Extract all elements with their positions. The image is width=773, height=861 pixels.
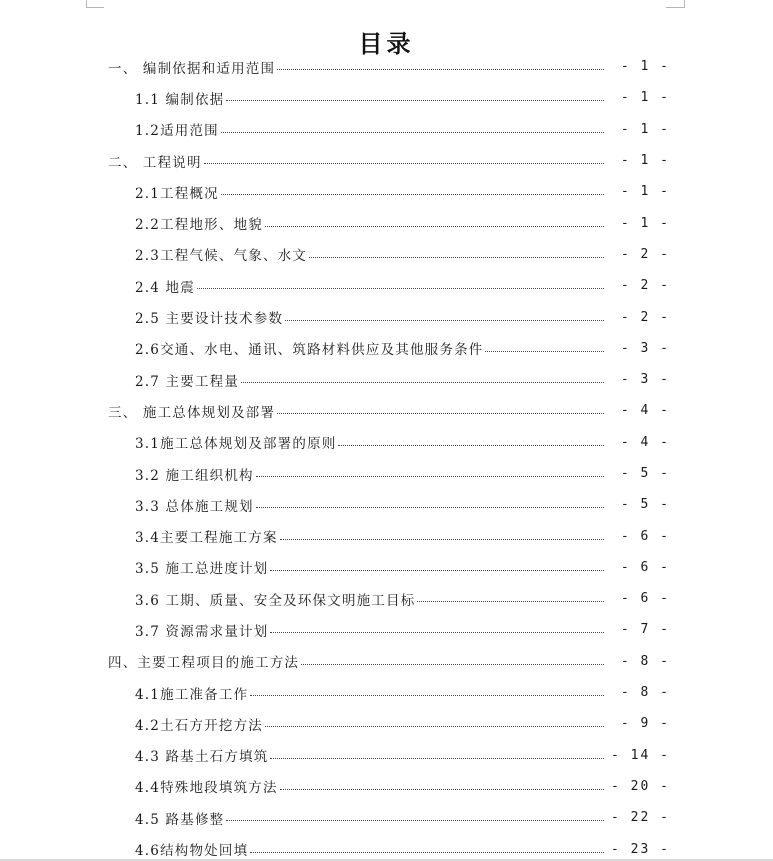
toc-dot-leader xyxy=(280,789,604,790)
toc-entry-text: 三、 施工总体规划及部署 xyxy=(108,404,276,421)
toc-page-number: - 1 - xyxy=(620,184,670,200)
toc-entry-text: 1.1 编制依据 xyxy=(135,91,225,108)
crop-mark-left-vertical xyxy=(86,0,87,7)
toc-dot-leader xyxy=(256,507,604,508)
toc-entry-text: 3.3 总体施工规划 xyxy=(135,498,254,515)
toc-dot-leader xyxy=(280,539,604,540)
toc-entry[interactable] xyxy=(0,833,773,861)
toc-page-number: - 23 - xyxy=(611,841,670,857)
toc-page-number: - 5 - xyxy=(620,497,670,513)
toc-entry[interactable] xyxy=(0,82,773,113)
toc-page-number: - 1 - xyxy=(620,153,670,169)
toc-entry-text: 2.2工程地形、地貌 xyxy=(135,217,263,234)
toc-dot-leader xyxy=(338,445,604,446)
toc-dot-leader xyxy=(270,632,604,633)
toc-dot-leader xyxy=(485,351,604,352)
toc-dot-leader xyxy=(270,570,604,571)
toc-entry-text: 一、 编制依据和适用范围 xyxy=(108,60,276,77)
toc-entry[interactable] xyxy=(0,207,773,238)
toc-entry[interactable] xyxy=(0,552,773,583)
crop-mark-left-horizontal xyxy=(86,7,104,8)
toc-entry-text: 2.1工程概况 xyxy=(135,185,219,202)
toc-page-number: - 2 - xyxy=(620,246,670,262)
toc-dot-leader xyxy=(226,820,604,821)
toc-list xyxy=(0,51,773,861)
toc-dot-leader xyxy=(256,476,604,477)
toc-entry-text: 1.2适用范围 xyxy=(135,123,219,140)
toc-title: 目录 xyxy=(358,30,415,59)
crop-mark-right-vertical xyxy=(684,0,685,7)
toc-entry-text: 3.7 资源需求量计划 xyxy=(135,623,269,640)
toc-page-number: - 2 - xyxy=(620,278,670,294)
toc-entry[interactable] xyxy=(0,427,773,458)
toc-entry[interactable] xyxy=(0,771,773,802)
toc-dot-leader xyxy=(309,257,604,258)
toc-entry[interactable] xyxy=(0,646,773,677)
toc-entry-text: 2.7 主要工程量 xyxy=(135,373,240,390)
toc-entry-text: 4.6结构物处回填 xyxy=(135,843,249,860)
toc-page-number: - 6 - xyxy=(620,591,670,607)
toc-dot-leader xyxy=(277,69,604,70)
toc-dot-leader xyxy=(301,664,604,665)
toc-page-number: - 6 - xyxy=(620,528,670,544)
toc-dot-leader xyxy=(265,726,604,727)
toc-entry[interactable] xyxy=(0,677,773,708)
toc-entry[interactable] xyxy=(0,239,773,270)
toc-entry[interactable] xyxy=(0,583,773,614)
toc-entry[interactable] xyxy=(0,51,773,82)
toc-dot-leader xyxy=(250,695,604,696)
toc-entry-text: 2.4 地震 xyxy=(135,279,195,296)
toc-dot-leader xyxy=(241,382,604,383)
toc-page-number: - 20 - xyxy=(611,778,670,794)
toc-page-number: - 4 - xyxy=(620,403,670,419)
toc-page-number: - 8 - xyxy=(620,653,670,669)
toc-dot-leader xyxy=(265,226,604,227)
toc-entry[interactable] xyxy=(0,145,773,176)
toc-entry[interactable] xyxy=(0,301,773,332)
toc-entry-text: 3.6 工期、质量、安全及环保文明施工目标 xyxy=(135,592,416,609)
toc-page-number: - 22 - xyxy=(611,810,670,826)
toc-page-number: - 1 - xyxy=(620,59,670,75)
toc-entry-text: 3.4主要工程施工方案 xyxy=(135,530,278,547)
toc-entry[interactable] xyxy=(0,802,773,833)
toc-page-number: - 2 - xyxy=(620,309,670,325)
toc-dot-leader xyxy=(197,288,604,289)
toc-entry[interactable] xyxy=(0,708,773,739)
toc-entry[interactable] xyxy=(0,489,773,520)
toc-page-number: - 3 - xyxy=(620,372,670,388)
crop-mark-right-horizontal xyxy=(666,7,685,8)
toc-entry[interactable] xyxy=(0,740,773,771)
toc-entry-text: 3.2 施工组织机构 xyxy=(135,467,254,484)
toc-entry-text: 4.3 路基土石方填筑 xyxy=(135,749,269,766)
toc-entry-text: 二、 工程说明 xyxy=(108,154,202,171)
toc-entry[interactable] xyxy=(0,364,773,395)
toc-entry-text: 4.4特殊地段填筑方法 xyxy=(135,780,278,797)
toc-entry-text: 4.5 路基修整 xyxy=(135,811,225,828)
toc-entry-text: 2.5 主要设计技术参数 xyxy=(135,311,284,328)
toc-page-number: - 4 - xyxy=(620,434,670,450)
toc-dot-leader xyxy=(221,194,604,195)
toc-entry-text: 4.1施工准备工作 xyxy=(135,686,249,703)
toc-dot-leader xyxy=(204,163,604,164)
toc-entry[interactable] xyxy=(0,270,773,301)
toc-page-number: - 3 - xyxy=(620,340,670,356)
toc-dot-leader xyxy=(277,413,604,414)
toc-page-number: - 1 - xyxy=(620,215,670,231)
toc-dot-leader xyxy=(270,758,604,759)
toc-entry[interactable] xyxy=(0,458,773,489)
toc-page-number: - 7 - xyxy=(620,622,670,638)
toc-page-number: - 1 - xyxy=(620,90,670,106)
toc-entry-text: 2.6交通、水电、通讯、筑路材料供应及其他服务条件 xyxy=(135,342,484,359)
toc-entry-text: 3.5 施工总进度计划 xyxy=(135,561,269,578)
toc-entry[interactable] xyxy=(0,520,773,551)
toc-entry[interactable] xyxy=(0,114,773,145)
toc-entry[interactable] xyxy=(0,614,773,645)
toc-entry[interactable] xyxy=(0,395,773,426)
toc-entry-text: 2.3工程气候、气象、水文 xyxy=(135,248,308,265)
toc-entry-text: 4.2土石方开挖方法 xyxy=(135,717,263,734)
toc-dot-leader xyxy=(417,601,604,602)
toc-entry[interactable] xyxy=(0,176,773,207)
toc-dot-leader xyxy=(285,320,604,321)
toc-page-number: - 8 - xyxy=(620,685,670,701)
toc-page-number: - 14 - xyxy=(611,747,670,763)
toc-dot-leader xyxy=(226,100,604,101)
toc-entry[interactable] xyxy=(0,333,773,364)
toc-page-number: - 9 - xyxy=(620,716,670,732)
toc-dot-leader xyxy=(221,132,604,133)
toc-page-number: - 5 - xyxy=(620,466,670,481)
toc-entry-text: 3.1施工总体规划及部署的原则 xyxy=(135,436,337,453)
toc-page-number: - 6 - xyxy=(620,559,670,575)
toc-page-number: - 1 - xyxy=(620,121,670,137)
toc-dot-leader xyxy=(250,852,604,853)
toc-entry-text: 四、主要工程项目的施工方法 xyxy=(108,655,300,672)
